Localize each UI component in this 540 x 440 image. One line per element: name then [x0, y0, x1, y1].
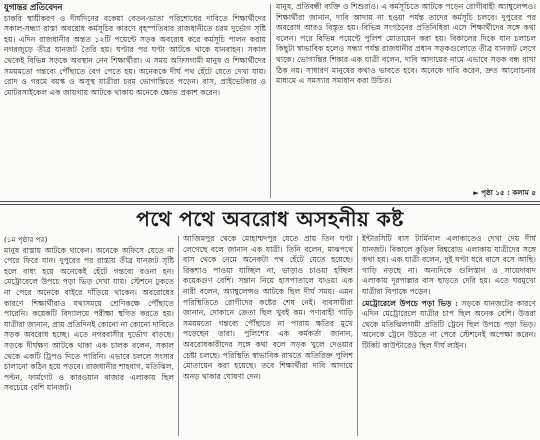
bottom-column-1-text: মানুষ রাস্তায় আটকে থাকেন। অনেকে অফিসে যেতে না পেরে ফিরে যান। দুপুরের পর রাস্তায় তীব্র যানজট সৃষ্টি হলে বাধ্য হয়ে অনেকেই হেঁটে গন্তব্যে রওনা হন। মেট্রোরেলে উপচে পড়া ভিড় দেখা যায়। স্টেশনে ঢুকতে না পেরে অনেকে বাইরে দাঁড়িয়ে থাকেন। অবরোধের কারণে শিক্ষার্থীরাও যথাসময়ে শ্রেণিকক্ষে পৌঁছাতে পারেনি। কয়েকটি বিদ্যালয়ে পরীক্ষা স্থগিত করতে হয়। যাত্রীরা জানান, প্রায় প্রতিদিনই কোনো না কোনো দাবিতে সড়ক অবরোধ হচ্ছে। এতে নগরবাসীর দুর্ভোগ বাড়ছে। সড়কে দীর্ঘক্ষণ আটকে থাকা এক চালক বলেন, সকাল থেকে একটি ট্রিপও দিতে পারিনি। এভাবে চললে সংসার চালানো কঠিন হয়ে পড়বে। রাজধানীর শাহবাগ, মতিঝিল, পল্টন, ফার্মগেট ও কারওয়ান বাজার এলাকায় ছিল সবচেয়ে বেশি যানজট। — [4, 245, 174, 393]
top-column-left-text: চাকরি স্থায়ীকরণ ও দীর্ঘদিনের বকেয়া বেতন-ভাতা পরিশোধের দাবিতে শিক্ষার্থীদের সকাল-সন্ধ্যা রাস্তা অবরোধ কর্মসূচির কারণে বৃহস্পতিবার রাজধানীতে চরম দুর্ভোগ সৃষ্টি হয়। এদিন রাজধানীর অন্তত ১২টি পয়েন্টে সড়ক অবরোধ করে কর্মসূচি পালন করায় নগরজুড়ে তীব্র যানজট তৈরি হয়। ঘণ্টার পর ঘণ্টা আটকে থাকে যানবাহন। সকাল থেকেই বিভিন্ন সড়কে অবস্থান নেন শিক্ষার্থীরা। এ সময় অফিসগামী মানুষ ও শিক্ষার্থীদের সময়মতো গন্তব্যে পৌঁছাতে বেগ পেতে হয়। অনেককে দীর্ঘ পথ হেঁটে যেতে দেখা যায়। রোদ ও গরমে বয়স্ক ও অসুস্থ যাত্রীরা চরম ভোগান্তিতে পড়েন। বাস, প্রাইভেটকার ও মোটরসাইকেল এক জায়গায় আটকে থাকায় অনেকে ক্ষোভ প্রকাশ করেন। — [4, 13, 266, 97]
bottom-column-2-text: আজিমপুর থেকে মোহাম্মদপুর যেতে প্রায় তিন ঘণ্টা লেগেছে বলে জানান এক যাত্রী। তিনি বলেন, মাঝপথে বাস থেকে নেমে অনেকটা পথ হেঁটে যেতে হয়েছে। রিকশাও পাওয়া যাচ্ছিল না, ভাড়াও চাওয়া হচ্ছিল কয়েকগুণ বেশি। সন্তান নিয়ে হাসপাতালে যাওয়া এক নারী বলেন, অ্যাম্বুলেন্সও আটকে ছিল দীর্ঘ সময়। এমন পরিস্থিতিতে রোগীদের কষ্টের শেষ নেই। ব্যবসায়ীরা জানান, দোকানে ক্রেতা ছিল খুবই কম। পণ্যবাহী গাড়ি সময়মতো গন্তব্যে পৌঁছাতে না পারায় ক্ষতির মুখে পড়েছেন তারা। পুলিশের এক কর্মকর্তা জানান, অবরোধকারীদের সঙ্গে কথা বলে সড়ক খুলে দেওয়ার চেষ্টা চলছে। পরিস্থিতি স্বাভাবিক রাখতে অতিরিক্ত পুলিশ মোতায়েন করা হয়েছে। তবে শিক্ষার্থীরা দাবি আদায়ে অনড় থাকার ঘোষণা দেন। — [183, 234, 353, 381]
metro-text: সড়কে যানজটের কারণে এদিন মেট্রোরেলে যাত্রীর চাপ ছিল অনেক বেশি। উত্তরা থেকে মতিঝিলগামী প্রতিটি ট্রেনে ছিল উপচে পড়া ভিড়। অনেকে ট্রেনে উঠতে না পেরে স্টেশনেই অপেক্ষা করেন। টিকিট কাউন্টারেও ছিল দীর্ঘ লাইন। — [362, 298, 536, 350]
byline: যুগান্তর প্রতিবেদন — [4, 2, 63, 12]
top-column-right — [276, 2, 536, 187]
bottom-column-3-metro-paragraph — [362, 299, 536, 352]
top-column-left — [4, 2, 266, 198]
headline: পথে পথে অবরোধ অসহনীয় কষ্ট — [136, 207, 404, 231]
bottom-column-1 — [4, 234, 174, 438]
column-divider — [178, 236, 179, 436]
top-column-right-text: মানুষ, প্রতিবন্ধী ব্যক্তি ও শিশুরাও। এ কর্মসূচিতে আটকে পড়েন রোগীবাহী অ্যাম্বুলেন্সও। শিক্ষার্থীরা জানান, দাবি আদায় না হওয়া পর্যন্ত তাদের কর্মসূচি চলবে। দুপুরের পর অবরোধ আরও বিস্তৃত হয়। বিভিন্ন সংগঠনের প্রতিনিধিরা এসে শিক্ষার্থীদের সঙ্গে কথা বলেন। পরে বিভিন্ন পয়েন্টে পুলিশ মোতায়েন করা হয়। বিকালের দিকে যান চলাচল কিছুটা স্বাভাবিক হলেও সন্ধ্যা পর্যন্ত রাজধানীর প্রধান সড়কগুলোতে তীব্র যানজট লেগে থাকে। ভোগান্তির শিকার এক যাত্রী বলেন, দাবি আদায়ের নামে এভাবে সড়ক বন্ধ রাখা ঠিক নয়। সাধারণ মানুষের কথাও ভাবতে হবে। অনেকে দাবি করেন, দ্রুত আলোচনার মাধ্যমে এ সমস্যার সমাধান করা উচিত। — [276, 2, 536, 86]
metro-subheading: মেট্রোরেলে উপচে পড়া ভিড় : — [362, 298, 458, 308]
bottom-column-3-text: ইন্টারসিটি বাস টার্মিনাল এলাকাতেও দেখা দেয় দীর্ঘ যানজট। বিকালে কুড়িল বিশ্বরোড এলাকায় যাত্রীদের সঙ্গে কথা হয়। এক যাত্রী বলেন, দুই ঘণ্টা ধরে বাসে বসে আছি। গাড়ি নড়ছে না। অন্যদিকে গুলিস্তান ও সায়েদাবাদ এলাকায় দূরপাল্লার বাস ছাড়তে দেরি হয়। এতে ঘরমুখো যাত্রীরা বিপাকে পড়েন। — [362, 234, 536, 296]
bottom-column-3 — [362, 234, 536, 438]
continued-from-label: (১ম পৃষ্ঠার পর) — [4, 235, 48, 244]
section-rule — [0, 204, 540, 205]
section-rule — [0, 201, 540, 202]
continued-note: ► পৃষ্ঠা ১৫ : কলাম ৫ — [473, 188, 536, 197]
column-divider — [357, 236, 358, 436]
column-divider — [270, 4, 271, 198]
bottom-column-2 — [183, 234, 353, 438]
